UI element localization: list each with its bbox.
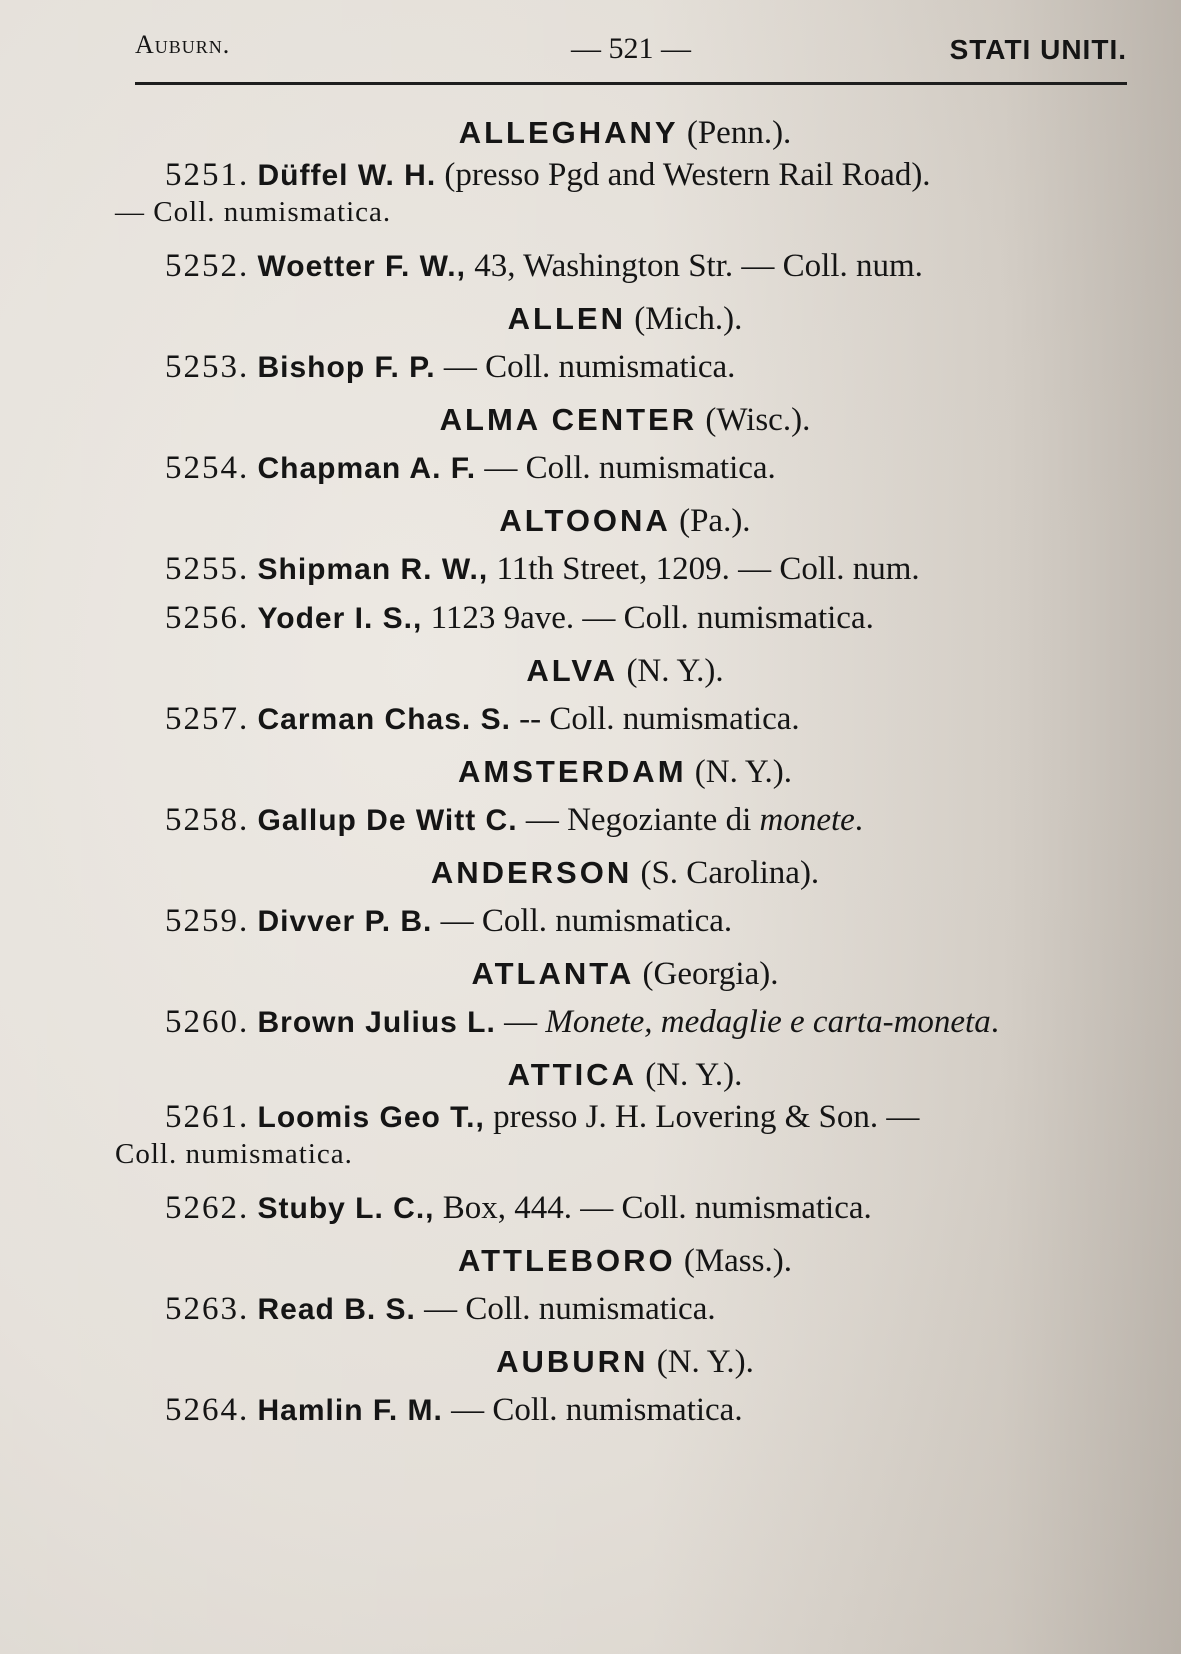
entry-name: Divver P. B. [257, 905, 433, 938]
place-heading [115, 295, 1135, 343]
entry-description: — Coll. numismatica. [442, 1392, 743, 1428]
city-name: ATLANTA [471, 956, 635, 991]
city-name: ALVA [526, 653, 619, 688]
state-name: (Penn.). [686, 115, 792, 151]
place-heading [115, 748, 1135, 796]
directory-entry [115, 897, 1135, 946]
entry-number: 5251. [165, 157, 250, 193]
entry-name: Yoder I. S., [257, 602, 423, 635]
place-heading [115, 1237, 1135, 1285]
running-head: Auburn. [135, 30, 231, 59]
entry-number: 5255. [165, 551, 250, 587]
entry-name: Stuby L. C., [257, 1192, 435, 1225]
directory-entry [115, 444, 1135, 493]
entry-description: presso J. H. Lovering & Son. — [484, 1099, 920, 1135]
entry-number: 5258. [165, 802, 250, 838]
entry-description: — Negoziante di [517, 802, 760, 838]
city-name: ALMA CENTER [439, 402, 698, 437]
directory-entry [115, 695, 1135, 744]
page-header [135, 30, 1127, 82]
place-heading [115, 497, 1135, 545]
place-heading [115, 647, 1135, 695]
directory-entry [115, 545, 1135, 594]
state-name: (N. Y.). [656, 1344, 754, 1380]
state-name: (Mich.). [634, 301, 743, 337]
entry-continuation: — Coll. numismatica. [115, 196, 392, 228]
directory-entry [115, 1184, 1135, 1233]
entry-description-tail: . [990, 1004, 999, 1040]
page-number: — 521 — [571, 32, 691, 65]
entry-description: Box, 444. — Coll. numismatica. [434, 1190, 872, 1226]
entry-number: 5260. [165, 1004, 250, 1040]
entry-name: Hamlin F. M. [257, 1394, 443, 1427]
entry-description: 11th Street, 1209. — Coll. num. [488, 551, 920, 587]
city-name: ALLEN [507, 301, 626, 336]
city-name: ALTOONA [499, 503, 671, 538]
directory-entry [115, 1099, 1135, 1172]
entry-name: Read B. S. [257, 1293, 416, 1326]
directory-entry [115, 242, 1135, 291]
entry-name: Carman Chas. S. [257, 703, 511, 736]
directory-entry [115, 594, 1135, 643]
state-name: (N. Y.). [645, 1057, 743, 1093]
country-heading: STATI UNITI. [949, 34, 1127, 65]
entry-name: Gallup De Witt C. [257, 804, 518, 837]
entry-name: Bishop F. P. [257, 351, 436, 384]
city-name: ATTLEBORO [458, 1243, 676, 1278]
entry-description: — Coll. numismatica. [415, 1291, 716, 1327]
directory-entry [115, 157, 1135, 230]
entry-description: — [495, 1004, 546, 1040]
entry-description-tail: . [854, 802, 864, 838]
entry-name: Düffel W. H. [257, 159, 437, 192]
entry-number: 5252. [165, 248, 250, 284]
entry-description: — Coll. numismatica. [432, 903, 733, 939]
place-heading [115, 396, 1135, 444]
entry-name: Chapman A. F. [257, 452, 477, 485]
entry-number: 5256. [165, 600, 250, 636]
city-name: ALLEGHANY [458, 115, 679, 150]
directory-content [115, 105, 1135, 1435]
directory-entry [115, 1285, 1135, 1334]
entry-description: — Coll. numismatica. [435, 349, 736, 385]
entry-description: 43, Washington Str. — Coll. num. [465, 248, 923, 284]
entry-number: 5262. [165, 1190, 250, 1226]
entry-number: 5261. [165, 1099, 250, 1135]
directory-entry [115, 1386, 1135, 1435]
entry-number: 5257. [165, 701, 250, 737]
state-name: (Pa.). [679, 503, 751, 539]
place-heading [115, 1051, 1135, 1099]
entry-number: 5264. [165, 1392, 250, 1428]
entry-name: Brown Julius L. [257, 1006, 496, 1039]
place-heading [115, 1338, 1135, 1386]
state-name: (S. Carolina). [640, 855, 820, 891]
directory-entry [115, 998, 1135, 1047]
state-name: (N. Y.). [694, 754, 792, 790]
entry-description: -- Coll. numismatica. [510, 701, 800, 737]
entry-name: Woetter F. W., [257, 250, 466, 283]
entry-number: 5263. [165, 1291, 250, 1327]
entry-description: (presso Pgd and Western Rail Road). [436, 157, 931, 193]
city-name: AMSTERDAM [458, 754, 687, 789]
header-rule [135, 82, 1127, 85]
entry-continuation: Coll. numismatica. [115, 1138, 353, 1170]
entry-description-italic: monete [759, 802, 855, 838]
place-heading [115, 109, 1135, 157]
place-heading [115, 849, 1135, 897]
city-name: AUBURN [496, 1344, 649, 1379]
city-name: ATTICA [507, 1057, 637, 1092]
state-name: (N. Y.). [626, 653, 724, 689]
state-name: (Mass.). [683, 1243, 792, 1279]
entry-description: — Coll. numismatica. [476, 450, 776, 486]
entry-number: 5253. [165, 349, 250, 385]
entry-description-italic: Monete, medaglie e carta-moneta [545, 1004, 991, 1040]
directory-entry [115, 343, 1135, 392]
state-name: (Georgia). [642, 956, 779, 992]
city-name: ANDERSON [430, 855, 633, 890]
entry-name: Loomis Geo T., [257, 1101, 485, 1134]
directory-entry [115, 796, 1135, 845]
entry-number: 5254. [165, 450, 250, 486]
entry-number: 5259. [165, 903, 250, 939]
entry-name: Shipman R. W., [257, 553, 489, 586]
entry-description: 1123 9ave. — Coll. numismatica. [422, 600, 874, 636]
state-name: (Wisc.). [705, 402, 811, 438]
place-heading [115, 950, 1135, 998]
